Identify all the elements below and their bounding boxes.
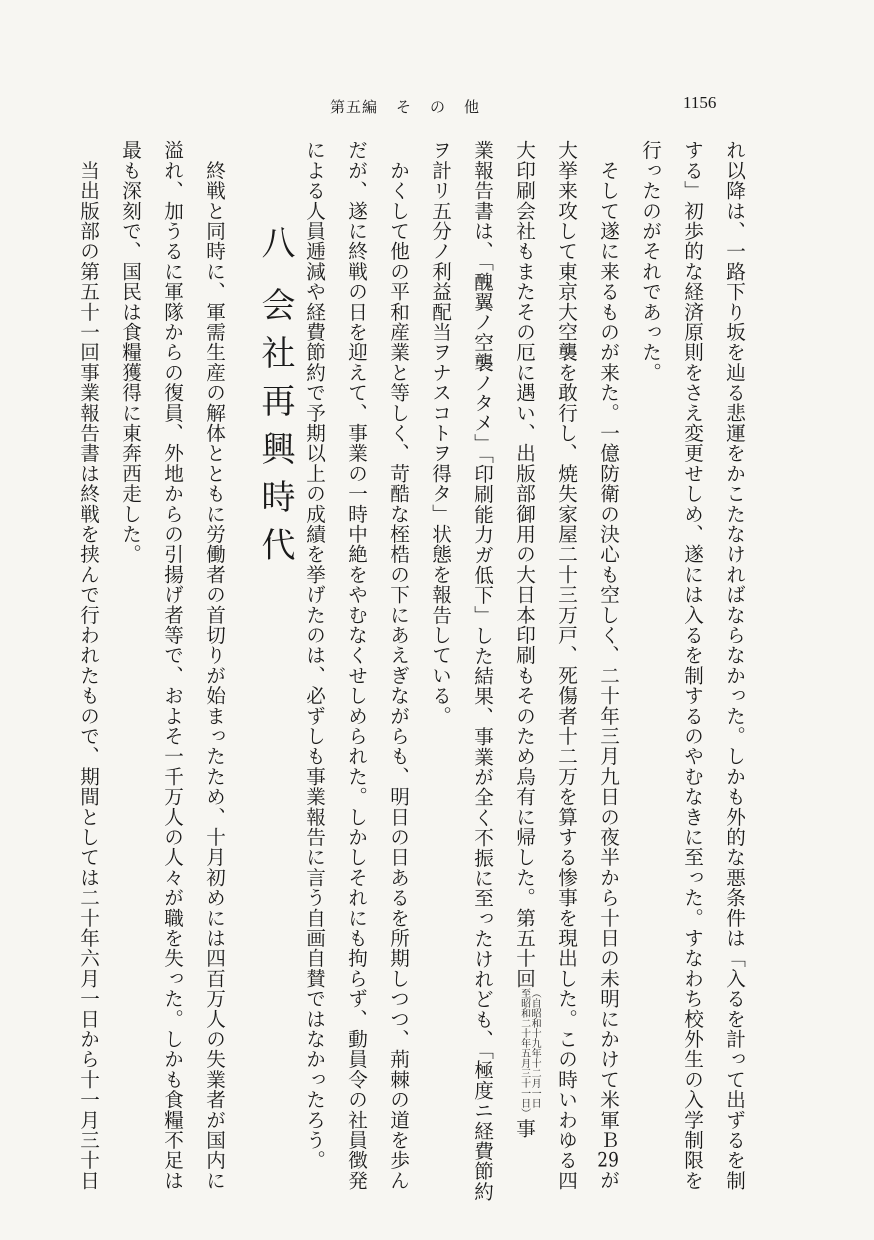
inline-note-line-2: 至昭和二十年五月三十一日	[518, 988, 530, 1109]
running-header	[330, 96, 480, 117]
text-column-4: そして遂に来るものが来た。一億防衛の決心も空しく、二十年三月九日の夜半から十日の未明にかけて米軍Ｂ29が	[596, 140, 620, 1190]
chapter-heading	[255, 225, 295, 575]
inline-note-after: 事	[512, 1118, 536, 1139]
inline-note: （自昭和十九年十二月一日 至昭和二十年五月三十一日）	[518, 988, 541, 1119]
text-column-11: による人員逓減や経費節約で予期以上の成績を挙げたのは、必ずしも事業報告に言う自画自賛ではなかったろう。	[302, 140, 326, 1171]
text-column-6	[514, 140, 539, 1140]
inline-note-line-1: 自昭和十九年十二月一日	[529, 998, 541, 1109]
text-column-3: 行ったのがそれであった。	[638, 140, 662, 383]
chapter-title: 会社再興時代	[255, 287, 295, 575]
header-title-3: 他	[464, 98, 481, 116]
text-column-2: する」初歩的な経済原則をさえ変更せしめ、遂には入るを制するのやむなきに至った。すなわち校外生の入学制限を	[680, 140, 704, 1191]
page-number: 1156	[683, 93, 717, 112]
text-column-14: 最も深刻で、国民は食糧獲得に東奔西走した。	[118, 140, 142, 565]
chapter-number: 八	[255, 225, 295, 273]
text-column-12: 終戦と同時に、軍需生産の解体とともに労働者の首切りが始まったため、十月初めには四百万人の失業者が国内に	[202, 140, 226, 1191]
text-column-7: 業報告書は、「醜翼ノ空襲ノタメ」「印刷能力ガ低下」した結果、事業が全く不振に至ったけれども、「極度ニ経費節約	[470, 140, 494, 1202]
text-column-10: だが、遂に終戦の日を迎えて、事業の一時中絶をやむなくせしめられた。しかしそれにも拘らず、動員令の社員徴発	[344, 140, 368, 1191]
text-column-13: 溢れ、加うるに軍隊からの復員、外地からの引揚げ者等で、およそ一千万人の人々が職を失った。しかも食糧不足は	[160, 140, 184, 1191]
text-column-5: 大挙来攻して東京大空襲を敢行し、焼失家屋二十三万戸、死傷者十二万を算する惨事を現出した。この時いわゆる四	[554, 140, 578, 1191]
header-title-1: そ	[396, 98, 413, 116]
text-column-15: 当出版部の第五十一回事業報告書は終戦を挟んで行われたもので、期間としては二十年六月一日から十一月三十日	[76, 140, 100, 1191]
text-column-9: かくして他の平和産業と等しく、苛酷な桎梏の下にあえぎながらも、明日の日あるを所期しつつ、荊棘の道を歩ん	[386, 140, 410, 1191]
header-section: 第五編	[330, 98, 379, 116]
header-title-2: の	[430, 98, 447, 116]
text-column-6-main: 大印刷会社もまたその厄に遇い、出版部御用の大日本印刷もそのため烏有に帰した。第五十回	[512, 140, 536, 989]
text-column-8: ヲ計リ五分ノ利益配当ヲナスコトヲ得タ」状態を報告している。	[428, 140, 452, 726]
text-column-1: れ以降は、一路下り坂を辿る悲運をかこたなければならなかった。しかも外的な悪条件は「入るを計って出ずるを制	[722, 140, 746, 1191]
